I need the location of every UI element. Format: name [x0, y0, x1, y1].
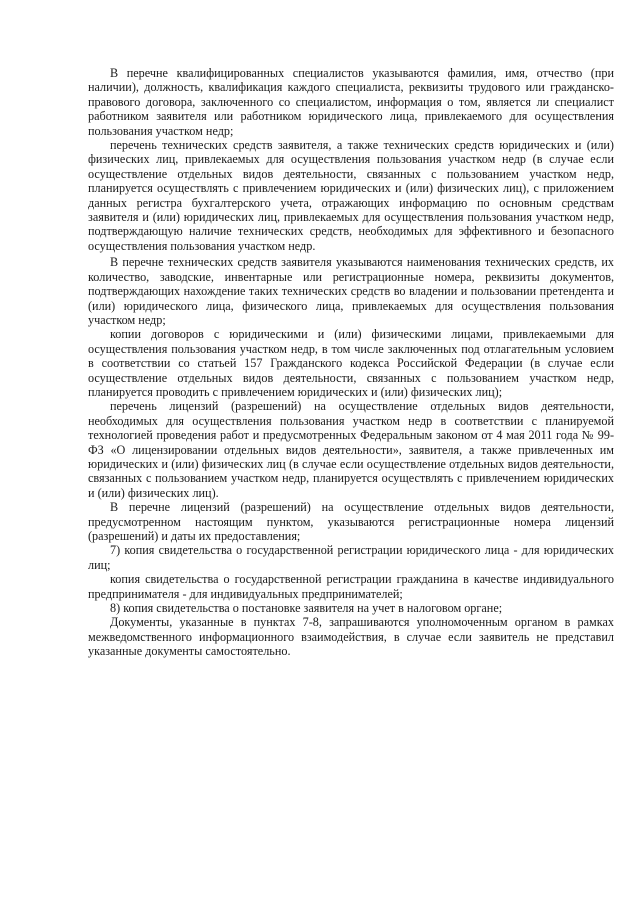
paragraph-item-8-tax-registration: 8) копия свидетельства о постановке заявителя на учет в налоговом органе; [110, 601, 503, 616]
document-body [88, 66, 614, 659]
paragraph-documents-request: Документы, указанные в пунктах 7-8, запрашиваются уполномоченным органом в рамках межведомственного информационного взаимодействия, в случае если заявитель не представил указанные документы самостоятельно. [88, 615, 614, 659]
paragraph-technical-means-details: В перечне технических средств заявителя указываются наименования технических средств, их количество, заводские, инвентарные или регистрационные номера, реквизиты документов, подтверждающих нахождение таких технических средств во владении и пользовании претендента и (или) юридического лица, физического лица, привлекаемых для осуществления пользования участком недр; [88, 255, 614, 327]
paragraph-contract-copies: копии договоров с юридическими и (или) физическими лицами, привлекаемыми для осуществления пользования участком недр, в том числе заключенных под отлагательным условием в соответствии со статьей 157 Гражданского кодекса Российской Федерации (в случае если осуществление отдельных видов деятельности, связанных с пользованием участком недр, планируется проводить с привлечением юридических и (или) физических лиц); [88, 327, 614, 399]
paragraph-item-7-legal-entity: 7) копия свидетельства о государственной регистрации юридического лица - для юридических лиц; [88, 543, 614, 572]
paragraph-item-7-entrepreneur: копия свидетельства о государственной регистрации гражданина в качестве индивидуального предпринимателя - для индивидуальных предпринимателей; [88, 572, 614, 601]
paragraph-licenses-details: В перечне лицензий (разрешений) на осуществление отдельных видов деятельности, предусмотренном настоящим пунктом, указываются регистрационные номера лицензий (разрешений) и даты их предоставления; [88, 500, 614, 543]
paragraph-specialists-list: В перечне квалифицированных специалистов указываются фамилия, имя, отчество (при наличии), должность, квалификация каждого специалиста, реквизиты трудового или гражданско-правового договора, заключенного со специалистом, информация о том, является ли специалист работником заявителя или работником юридического лица, привлекаемого для осуществления пользования участком недр; [88, 66, 614, 138]
paragraph-technical-means-list: перечень технических средств заявителя, а также технических средств юридических и (или) физических лиц, привлекаемых для осуществления пользования участком недр (в случае если осуществление отдельных видов деятельности, связанных с пользованием участком недр, планируется осуществлять с привлечением юридических и (или) физических лиц), с приложением данных регистра бухгалтерского учета, отражающих информацию по основным средствам заявителя и (или) юридических лиц, привлекаемых для осуществления пользования участком недр, подтверждающую наличие технических средств, необходимых для эффективного и безопасного осуществления пользования участком недр. [88, 138, 614, 253]
paragraph-licenses-list: перечень лицензий (разрешений) на осуществление отдельных видов деятельности, необходимых для осуществления пользования участком недр в соответствии с планируемой технологией проведения работ и предусмотренных Федеральным законом от 4 мая 2011 года № 99-ФЗ «О лицензировании отдельных видов деятельности», заявителя, а также привлеченных им юридических и (или) физических лиц (в случае если осуществление отдельных видов деятельности, связанных с пользованием участком недр, планируется осуществлять с привлечением юридических и (или) физических лиц). [88, 399, 614, 500]
